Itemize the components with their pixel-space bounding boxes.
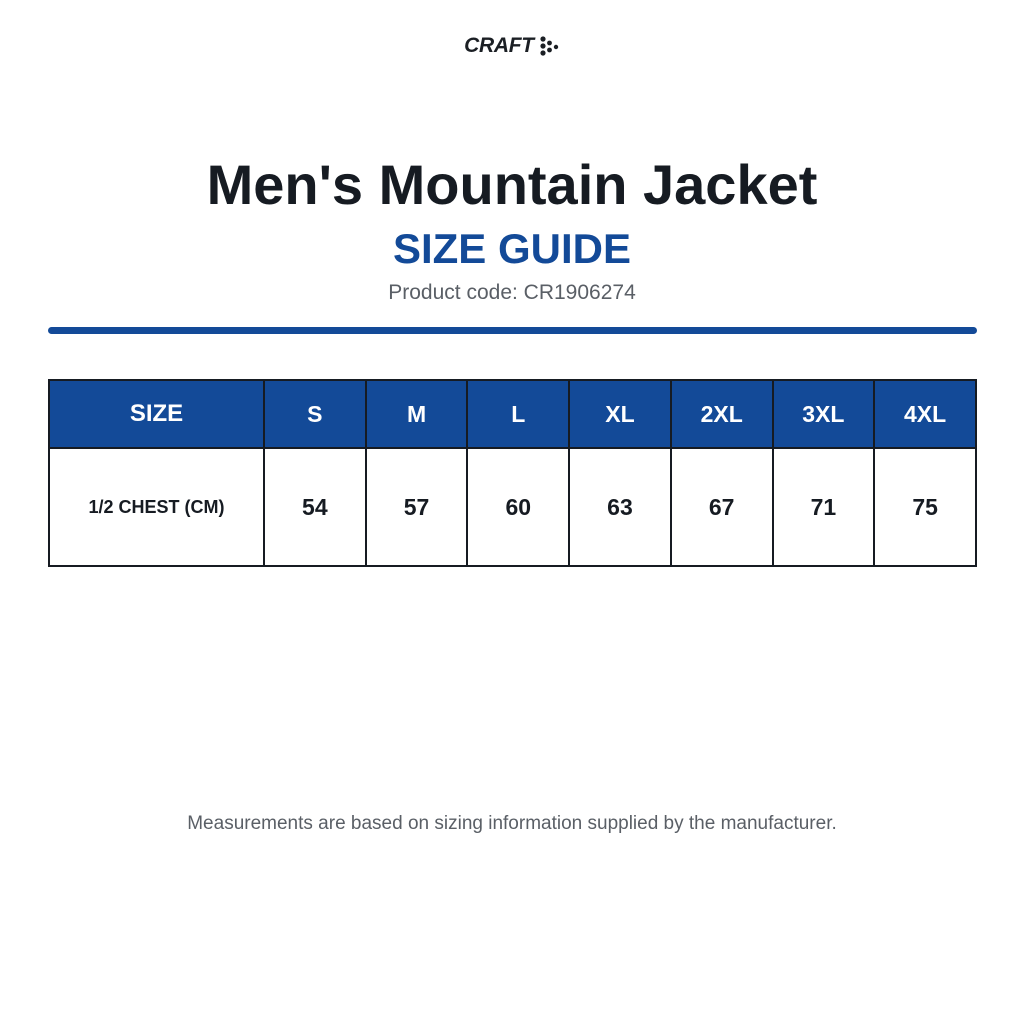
craft-dots-icon [538,35,560,57]
size-header-s: S [264,380,366,448]
size-header-row [49,380,976,448]
size-header-m: M [366,380,468,448]
page-subtitle: SIZE GUIDE [392,225,632,272]
divider-rule [48,327,977,334]
logo-text: CRAFT [464,34,534,57]
size-header-l: L [467,380,569,448]
size-header-xl: XL [569,380,671,448]
size-table [48,379,977,567]
chest-value-xl: 63 [569,448,671,566]
chest-value-m: 57 [366,448,468,566]
chest-value-3xl: 71 [773,448,875,566]
chest-value-2xl: 67 [671,448,773,566]
brand-logo [0,32,1024,60]
logo-wrapper [464,34,560,58]
table-row [49,448,976,566]
footnote: Measurements are based on sizing information supplied by the manufacturer. [187,813,837,834]
size-header-2xl: 2XL [671,380,773,448]
size-column-header: SIZE [49,380,264,448]
page-title: Men's Mountain Jacket [206,153,818,216]
size-header-3xl: 3XL [773,380,875,448]
row-label-chest: 1/2 CHEST (CM) [49,448,264,566]
size-header-4xl: 4XL [874,380,976,448]
product-code: Product code: CR1906274 [388,281,636,304]
chest-value-4xl: 75 [874,448,976,566]
chest-value-s: 54 [264,448,366,566]
chest-value-l: 60 [467,448,569,566]
